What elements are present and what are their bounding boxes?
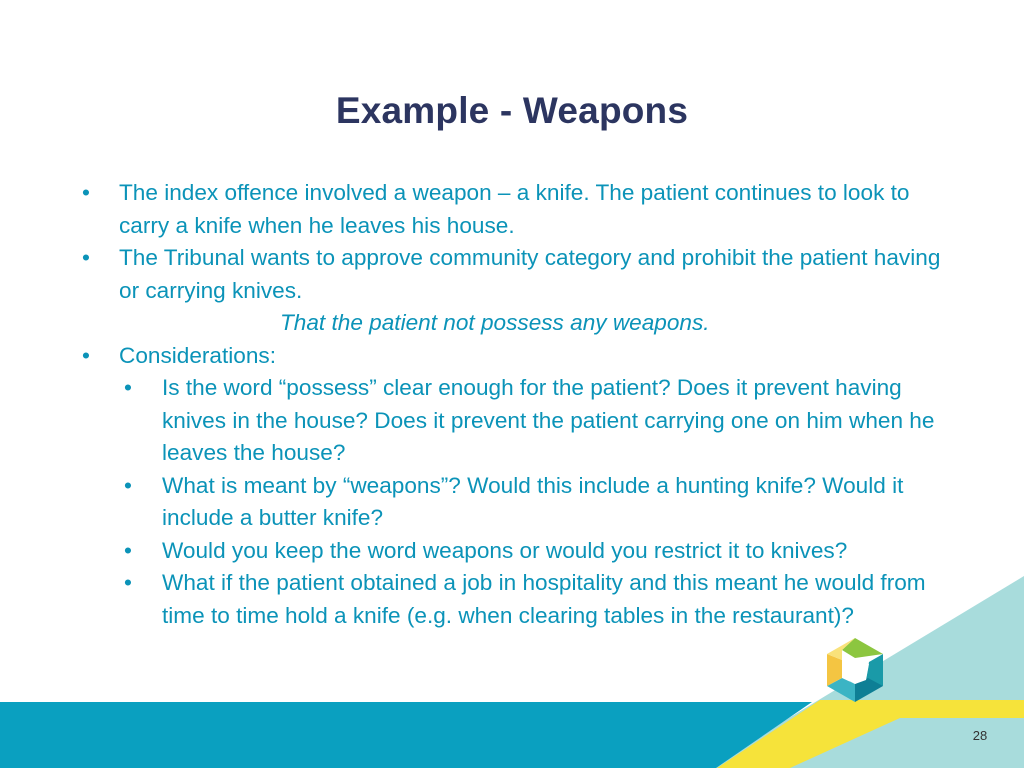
bullet-marker: • (82, 180, 90, 205)
bullet-text: The index offence involved a weapon – a knife. The patient continues to look to carry a knife when he leaves his house. (119, 180, 910, 238)
bullet-item (80, 242, 960, 307)
bullet-marker: • (82, 342, 90, 368)
hexagon-logo-icon (822, 634, 888, 706)
condition-quote: That the patient not possess any weapons. (280, 310, 710, 335)
sub-bullet-text: What is meant by “weapons”? Would this include a hunting knife? Would it include a butter knife? (162, 472, 904, 530)
slide-body (80, 177, 960, 632)
sub-bullet-text: What if the patient obtained a job in hospitality and this meant he would from time to time hold a knife (e.g. when clearing tables in the restaurant)? (162, 570, 926, 628)
bullet-item (80, 340, 960, 373)
bullet-marker: • (124, 375, 132, 400)
bullet-marker: • (124, 472, 132, 498)
slide-title: Example - Weapons (335, 90, 689, 131)
sub-bullet-item (80, 470, 960, 535)
bullet-item (80, 177, 960, 242)
sub-bullet-item (80, 535, 960, 568)
sub-bullet-item (80, 567, 960, 632)
page-number: 28 (972, 728, 988, 743)
considerations-label: Considerations: (119, 342, 276, 368)
sub-bullet-text: Is the word “possess” clear enough for the patient? Does it prevent having knives in the house? Does it prevent the patient carrying one on him when he leaves the house? (162, 375, 935, 465)
sub-bullet-item (80, 372, 960, 470)
bullet-text: The Tribunal wants to approve community category and prohibit the patient having or carrying knives. (119, 245, 941, 303)
bullet-marker: • (124, 570, 132, 595)
bullet-marker: • (82, 245, 90, 270)
sub-bullet-text: Would you keep the word weapons or would you restrict it to knives? (162, 537, 848, 563)
bullet-marker: • (124, 537, 132, 563)
teal-band (0, 702, 812, 768)
